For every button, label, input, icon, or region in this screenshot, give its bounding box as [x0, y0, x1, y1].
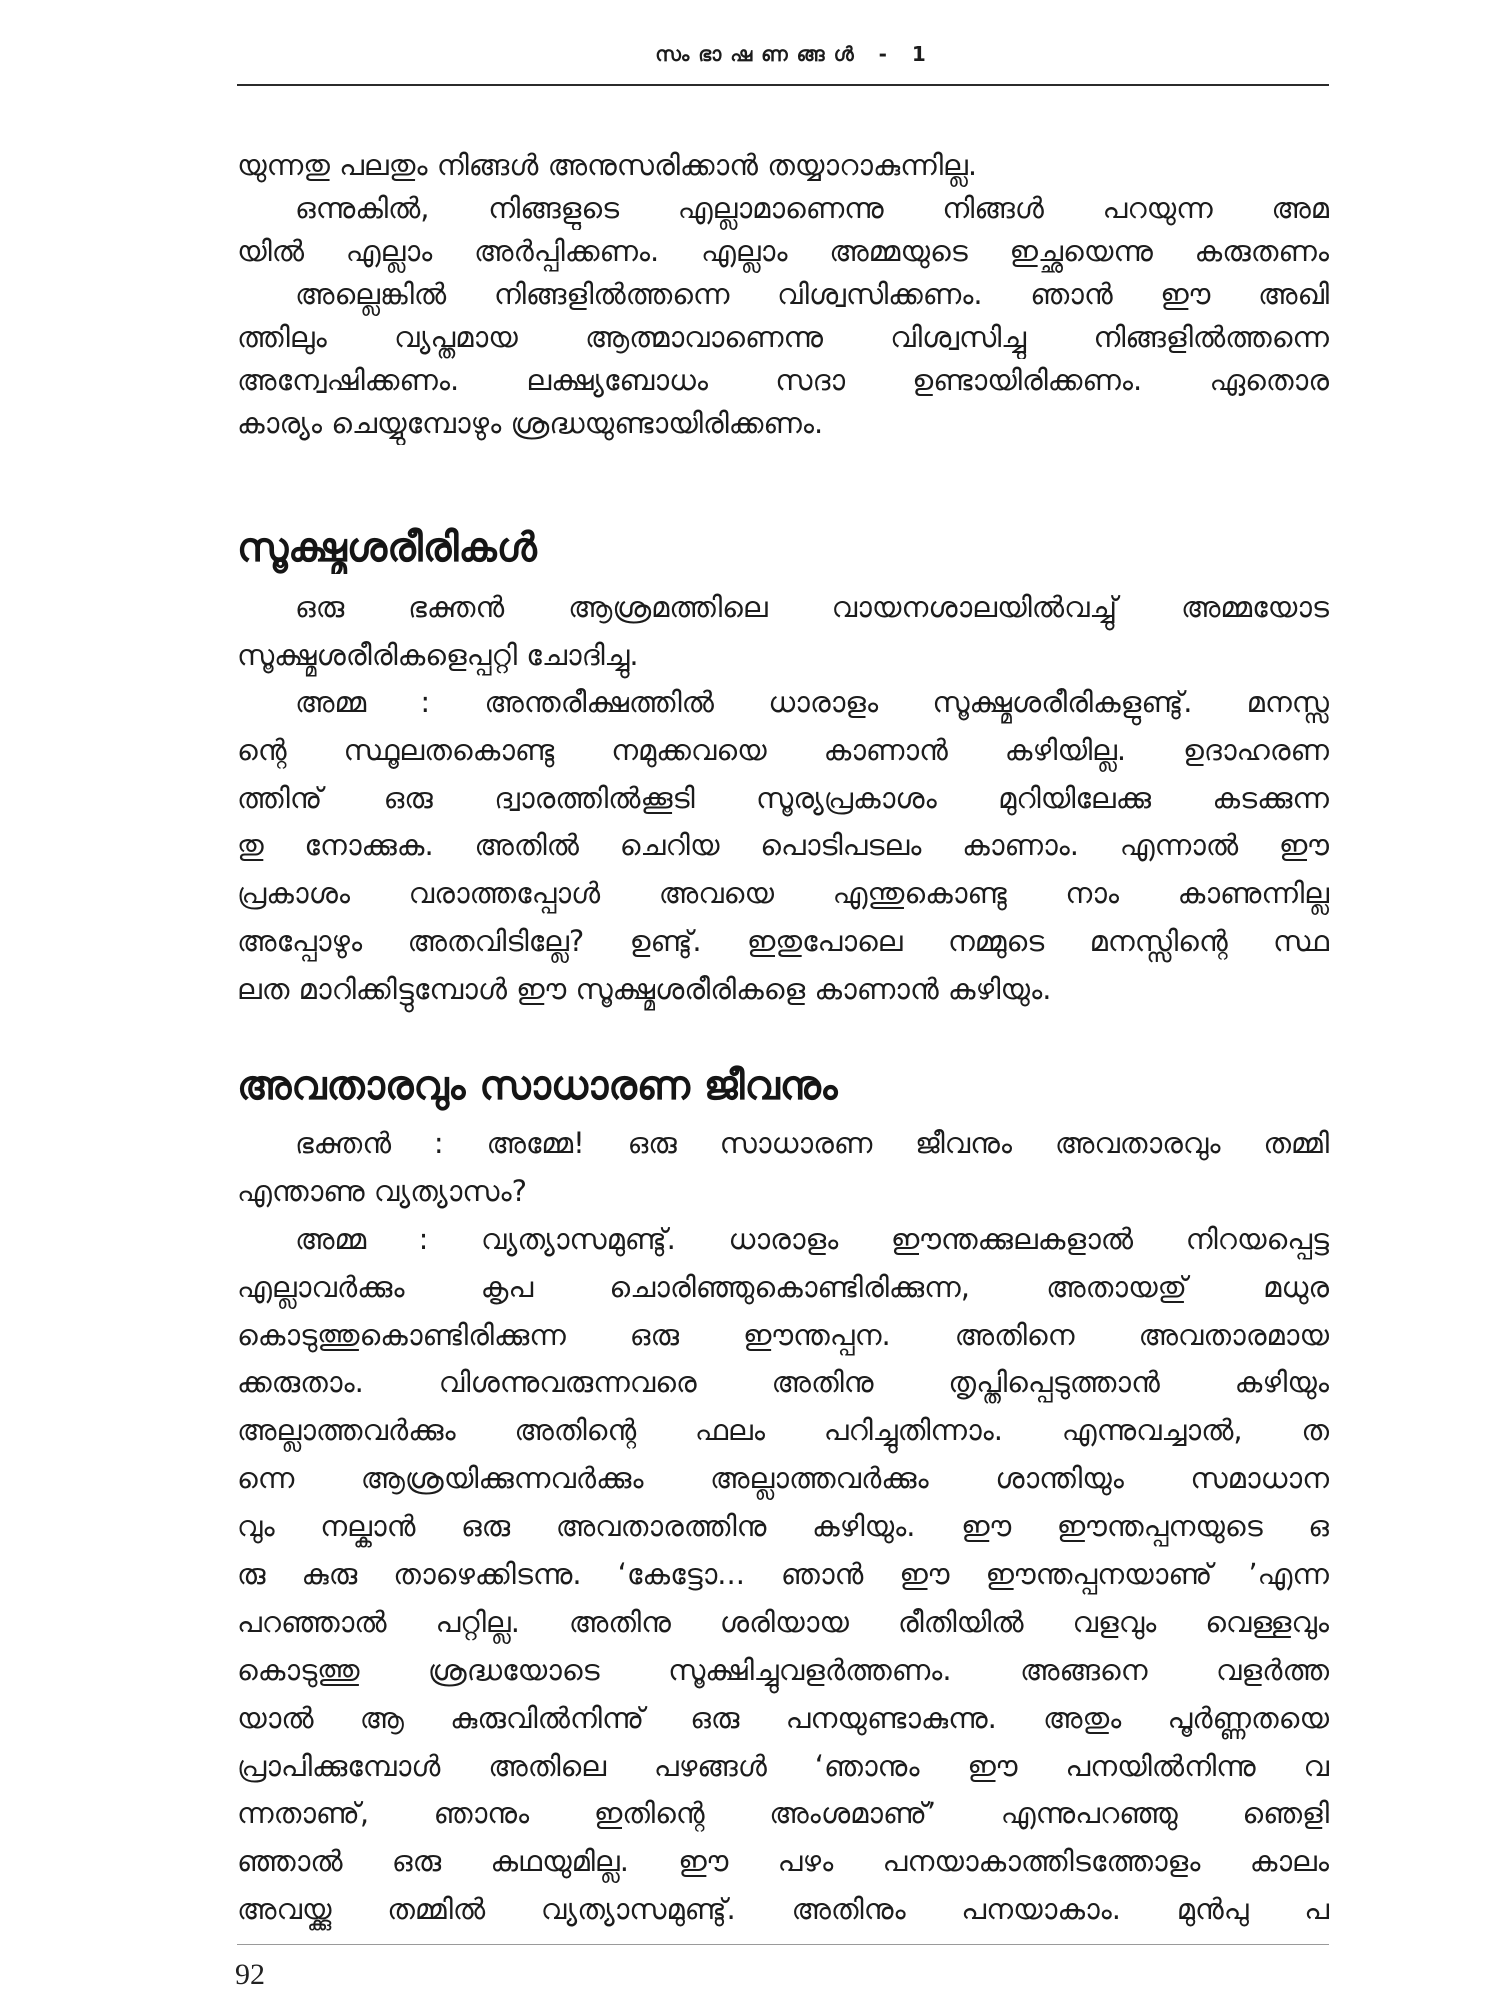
text-line: തു നോക്കുക. അതിൽ ചെറിയ പൊടിപടലം കാണാം. എന്നാൽ ഈ	[237, 828, 1329, 863]
text-line: ത്തിനു് ഒരു ദ്വാരത്തിൽക്കൂടി സൂര്യപ്രകാശം മുറിയിലേക്കു കടക്കുന്ന	[237, 780, 1329, 815]
text-line: കൊടുത്തു ശ്രദ്ധയോടെ സൂക്ഷിച്ചുവളർത്തണം. അങ്ങനെ വളർത്ത	[237, 1652, 1329, 1687]
text-line: അല്ലാത്തവർക്കും അതിന്റെ ഫലം പറിച്ചുതിന്നാം. എന്നുവച്ചാൽ, ത	[237, 1413, 1329, 1448]
text-line: അല്ലെങ്കിൽ നിങ്ങളിൽത്തന്നെ വിശ്വസിക്കണം. ഞാൻ ഈ അഖി	[295, 277, 1329, 311]
section-heading: സൂക്ഷ്മശരീരികൾ	[237, 525, 537, 571]
text-line: യുന്നതു പലതും നിങ്ങൾ അനുസരിക്കാൻ തയ്യാറാകുന്നില്ല.	[237, 148, 978, 182]
text-line: ഒന്നുകിൽ, നിങ്ങളുടെ എല്ലാമാണെന്നു നിങ്ങൾ പറയുന്ന അമ	[295, 191, 1329, 225]
text-line: കാര്യം ചെയ്യുമ്പോഴും ശ്രദ്ധയുണ്ടായിരിക്കണം.	[237, 406, 824, 440]
text-line: എല്ലാവർക്കും കൃപ ചൊരിഞ്ഞുകൊണ്ടിരിക്കുന്ന, അതായതു് മധുര	[237, 1269, 1329, 1304]
text-line: യാൽ ആ കുരുവിൽനിന്നു് ഒരു പനയുണ്ടാകുന്നു. അതും പൂർണ്ണതയെ	[237, 1700, 1329, 1735]
text-line: അവയ്ക്കു തമ്മിൽ വ്യത്യാസമുണ്ടു്. അതിനും പനയാകാം. മുൻപു പ	[237, 1892, 1329, 1927]
text-line: പറഞ്ഞാൽ പറ്റില്ല. അതിനു ശരിയായ രീതിയിൽ വളവും വെള്ളവും	[237, 1604, 1329, 1639]
text-line: ക്കരുതാം. വിശന്നുവരുന്നവരെ അതിനു തൃപ്തിപ്പെടുത്താൻ കഴിയും	[237, 1365, 1329, 1400]
text-line: അമ്മ : വ്യത്യാസമുണ്ടു്. ധാരാളം ഈന്തക്കുലകളാൽ നിറയപ്പെട്ട	[295, 1221, 1329, 1256]
text-line: ത്തിലും വ്യപ്തമായ ആത്മാവാണെന്നു വിശ്വസിച്ചു നിങ്ങളിൽത്തന്നെ	[237, 320, 1329, 354]
text-line: പ്രകാശം വരാത്തപ്പോൾ അവയെ എന്തുകൊണ്ടു നാം കാണുന്നില്ല	[237, 876, 1329, 911]
text-line: ന്നതാണു്, ഞാനും ഇതിന്റെ അംശമാണു്’ എന്നുപറഞ്ഞു ഞെളി	[237, 1796, 1329, 1831]
subtle-bodies-text-block	[237, 584, 1329, 1013]
text-line: ഒരു ഭക്തൻ ആശ്രമത്തിലെ വായനശാലയിൽവച്ചു് അമ്മയോട	[295, 590, 1329, 624]
header-rule	[237, 84, 1329, 86]
avatar-text-block	[237, 1120, 1329, 1934]
intro-text-block	[237, 144, 1329, 445]
text-line: കൊടുത്തുകൊണ്ടിരിക്കുന്ന ഒരു ഈന്തപ്പന. അതിനെ അവതാരമായ	[237, 1317, 1329, 1352]
text-line: വും നല്കാൻ ഒരു അവതാരത്തിനു കഴിയും. ഈ ഈന്തപ്പനയുടെ ഒ	[237, 1509, 1329, 1544]
section-heading: അവതാരവും സാധാരണ ജീവനും	[237, 1063, 838, 1109]
text-line: രു കുരു താഴെക്കിടന്നു. ‘കേട്ടോ... ഞാൻ ഈ ഈന്തപ്പനയാണു് ’എന്ന	[237, 1557, 1329, 1592]
text-line: യിൽ എല്ലാം അർപ്പിക്കണം. എല്ലാം അമ്മയുടെ ഇച്ഛയെന്നു കരുതണം	[237, 234, 1329, 268]
text-line: എന്താണു വ്യത്യാസം?	[237, 1173, 527, 1208]
text-line: ഭക്തൻ : അമ്മേ! ഒരു സാധാരണ ജീവനും അവതാരവും തമ്മി	[295, 1126, 1329, 1160]
text-line: ന്റെ സ്ഥൂലതകൊണ്ടു നമുക്കവയെ കാണാൻ കഴിയില്ല. ഉദാഹരണ	[237, 733, 1329, 768]
text-line: സൂക്ഷ്മശരീരികളെപ്പറ്റി ചോദിച്ചു.	[237, 637, 639, 672]
text-line: അന്വേഷിക്കണം. ലക്ഷ്യബോധം സദാ ഉണ്ടായിരിക്കണം. ഏതൊര	[237, 363, 1329, 397]
text-line: അപ്പോഴും അതവിടില്ലേ? ഉണ്ടു്. ഇതുപോലെ നമ്മുടെ മനസ്സിന്റെ സ്ഥ	[237, 923, 1329, 958]
text-line: അമ്മ : അന്തരീക്ഷത്തിൽ ധാരാളം സൂക്ഷ്മശരീരികളുണ്ടു്. മനസ്സ	[295, 685, 1329, 720]
text-line: ഞ്ഞാൽ ഒരു കഥയുമില്ല. ഈ പഴം പനയാകാത്തിടത്തോളം കാലം	[237, 1844, 1329, 1879]
running-header: സംഭാഷണങ്ങൾ - 1	[655, 42, 935, 66]
footer-rule	[237, 1944, 1329, 1945]
text-line: പ്രാപിക്കുമ്പോൾ അതിലെ പഴങ്ങൾ ‘ഞാനും ഈ പനയിൽനിന്നു വ	[237, 1748, 1329, 1783]
text-line: ന്നെ ആശ്രയിക്കുന്നവർക്കും അല്ലാത്തവർക്കും ശാന്തിയും സമാധാന	[237, 1461, 1329, 1496]
text-line: ലത മാറിക്കിട്ടുമ്പോൾ ഈ സൂക്ഷ്മശരീരികളെ കാണാൻ കഴിയും.	[237, 971, 1052, 1006]
page-number: 92	[235, 1958, 265, 1991]
